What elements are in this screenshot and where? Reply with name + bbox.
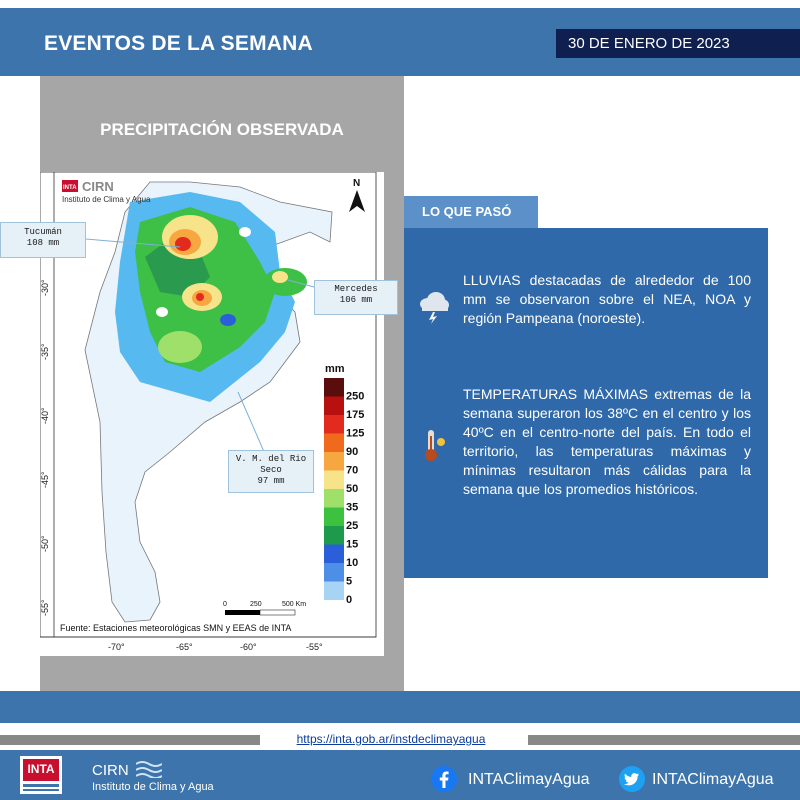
legend-label: 35 [346, 501, 359, 514]
legend-swatch [324, 582, 344, 601]
date-badge: 30 DE ENERO DE 2023 [556, 29, 800, 58]
legend-label: 90 [346, 446, 359, 458]
storm-cloud-icon [418, 290, 450, 324]
facebook-handle[interactable]: INTAClimayAgua [468, 771, 590, 788]
scale-tick: 0 [223, 601, 227, 608]
footer-subtitle: Instituto de Clima y Agua [92, 781, 214, 793]
callout-vmrio-name2: Seco [260, 465, 282, 475]
callout-mercedes-value: 106 mm [339, 295, 373, 305]
legend-label: 5 [346, 575, 353, 588]
summary-tab-label: LO QUE PASÓ [404, 196, 538, 228]
lon-tick: -55° [306, 642, 323, 652]
thermometer-sun-icon [422, 428, 448, 464]
lat-tick: -40° [40, 407, 50, 424]
callout-tucuman-name: Tucumán [24, 227, 62, 237]
legend-title: mm [325, 363, 345, 375]
lat-tick: -55° [40, 599, 50, 616]
legend-swatch [324, 397, 344, 416]
legend-label: 15 [346, 538, 359, 551]
callout-mercedes [314, 280, 398, 315]
page-title: EVENTOS DE LA SEMANA [44, 32, 313, 55]
bottom-bar [0, 691, 800, 723]
callout-vm-del-rio-seco [228, 450, 314, 493]
twitter-icon[interactable] [618, 765, 646, 793]
legend-swatch [324, 489, 344, 508]
legend-swatch [324, 508, 344, 527]
legend-swatch [324, 452, 344, 471]
facebook-icon[interactable] [430, 765, 458, 793]
legend-swatches [324, 378, 344, 619]
scale-tick: 500 Km [282, 601, 307, 608]
map-logo-name: CIRN [82, 179, 114, 194]
rainfall-paragraph: LLUVIAS destacadas de alrededor de 100 mm se observaron sobre el NEA, NOA y región Pampeana (noroeste). [463, 272, 751, 326]
lon-tick: -65° [176, 642, 193, 652]
legend-label: 250 [346, 390, 365, 403]
lat-tick: -35° [40, 343, 50, 360]
map-source: Fuente: Estaciones meteorológicas SMN y EEAS de INTA [60, 623, 292, 633]
legend-label: 10 [346, 557, 359, 569]
legend-swatch [324, 600, 344, 619]
precipitation-map [40, 172, 384, 656]
callout-vmrio-name1: V. M. del Rio [235, 454, 307, 464]
legend-label: 125 [346, 427, 365, 440]
lat-tick: -50° [40, 535, 50, 552]
map-logo-sub: Instituto de Clima y Agua [62, 195, 151, 204]
legend-swatch [324, 378, 344, 397]
scale-tick: 250 [250, 601, 262, 608]
legend-label: 25 [346, 520, 359, 532]
callout-tucuman [0, 222, 86, 258]
lon-tick: -70° [108, 642, 125, 652]
legend-swatch [324, 434, 344, 453]
map-logo-org: INTA [63, 185, 77, 191]
callout-tucuman-value: 108 mm [26, 238, 60, 248]
temperature-paragraph: TEMPERATURAS MÁXIMAS extremas de la semana superaron los 38ºC en el centro y los 40ºC en el centro-norte del país. En todo el territorio, las temperaturas máximas y mínimas resultaron más cálidas para la semana que los promedios históricos. [463, 386, 751, 497]
footer-cirn: CIRN [92, 762, 129, 779]
lat-tick: -45° [40, 471, 50, 488]
legend-label: 175 [346, 409, 365, 421]
callout-mercedes-name: Mercedes [334, 284, 378, 294]
north-label: N [353, 178, 361, 189]
divider-right [528, 735, 800, 745]
legend-label: 50 [346, 483, 359, 495]
legend-label: 0 [346, 594, 353, 606]
inta-logo [20, 756, 62, 794]
legend-swatch [324, 415, 344, 434]
lat-tick: -30° [40, 279, 50, 296]
callout-vmrio-value: 97 mm [257, 476, 285, 486]
twitter-handle[interactable]: INTAClimayAgua [652, 771, 774, 788]
panel-title: PRECIPITACIÓN OBSERVADA [100, 120, 344, 139]
legend-swatch [324, 471, 344, 490]
legend-label: 70 [346, 464, 359, 477]
lon-tick: -60° [240, 642, 257, 652]
divider-left [0, 735, 260, 745]
website-link[interactable]: https://inta.gob.ar/instdeclimayagua [296, 732, 486, 746]
inta-logo-text: INTA [27, 762, 55, 776]
legend-swatch [324, 545, 344, 564]
legend-swatch [324, 563, 344, 582]
legend-swatch [324, 526, 344, 545]
waves-icon [136, 760, 162, 778]
